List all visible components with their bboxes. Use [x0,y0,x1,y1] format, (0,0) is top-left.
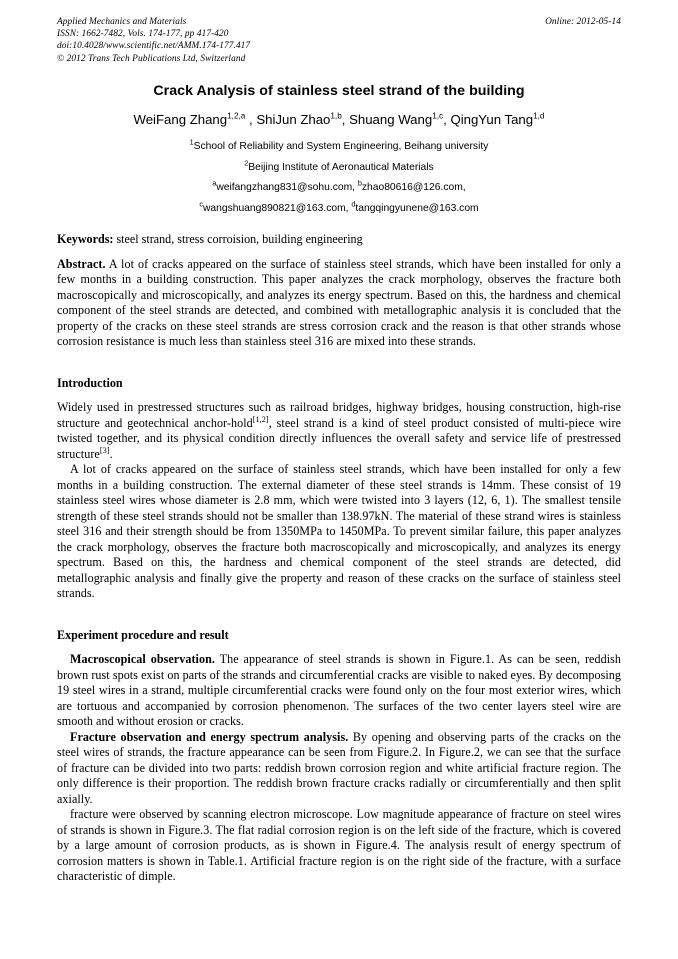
spacer [57,602,621,628]
citation-marker: [3] [99,445,110,455]
affiliation-marker: 2 [244,158,249,168]
email-marker: b [357,178,362,188]
author-entry [134,112,246,127]
affiliation-1 [57,137,621,158]
intro-text-c: . [109,446,113,461]
introduction-paragraph-1 [57,400,621,462]
affiliation-2 [57,158,621,179]
author-name: ShiJun Zhao [256,112,331,127]
author-affil-marker: 1,c [432,111,444,121]
author-separator: , [341,112,350,127]
online-date: Online: 2012-05-14 [545,17,621,27]
journal-header [57,16,621,65]
sem-observation-paragraph: fracture were observed by scanning electron microscope. Low magnitude appearance of fracture on steel wires of strands is shown in Figure.3. The flat radial corrosion region is on the left side of the fracture, which is covered by a large amount of corrosion products, as is shown in Figure.4. The analysis result of energy spectrum of corrosion matters is shown in Table.1. Artificial fracture region is on the right side of the fracture, with a surface characteristic of dimple. [57,807,621,883]
author-affil-marker: 1,d [533,111,545,121]
fracture-observation-text: By opening and observing parts of the cracks on the steel wires of strands, the fracture appearance can be seen from Figure.2. In Figure.2, we can see that the surface of fracture can be divided into two parts: reddish brown corrosion region and white artificial fracture region. The only difference is their proportion. The reddish brown fracture cracks radially or circumferentially and then split axially. [57,729,621,806]
email-line-2 [57,199,621,220]
email-address: tangqingyunene@163.com [355,202,479,214]
author-name: WeiFang Zhang [133,112,228,127]
email-marker: a [212,178,217,188]
email-marker: c [199,199,203,209]
copyright-line: © 2012 Trans Tech Publications Ltd, Switzerland [57,53,246,64]
journal-name: Applied Mechanics and Materials [57,17,187,27]
affiliation-marker: 1 [189,137,194,147]
author-entry [450,112,544,127]
spacer [57,391,621,400]
author-affil-marker: 1,2,a [227,111,246,121]
author-affil-marker: 1,b [330,111,342,121]
keywords-text: steel strand, stress corroision, building engineering [113,232,363,246]
keywords-line [57,232,621,248]
macroscopical-observation-text: The appearance of steel strands is shown in Figure.1. As can be seen, reddish brown rust spots exist on parts of the strands and circumferential cracks are visible to naked eyes. By decomposing 19 steel wires in a strand, multiple circumferential cracks were found only on the four most exterior wires, which are tortuous and accompanied by corrosion phenomenon. The surfaces of the two center layers steel wire are smooth and without erosion or cracks. [57,652,621,728]
citation-marker: [1,2] [252,414,269,424]
section-heading-introduction: Introduction [57,375,123,390]
introduction-paragraph-2: A lot of cracks appeared on the surface of stainless steel strands, which have been installed for only a few months in a building construction. The external diameter of these steel strands is 14mm. These consist of 19 stainless steel wires whose diameter is 2.8 mm, which were twisted into 3 layers (12, 6, 1). The smallest tensile strength of these steel strands should not be smaller than 138.97kN. The material of these strand wires is stainless steel 316 and their strength should be from 1350MPa to 1450MPa. To prevent similar failure, this paper analyzes the crack morphology, observes the fracture both macroscopically and microscopically, and analyzes its energy spectrum. Based on this, the hardness and chemical component of the steel strands are detected, did metallographic analysis and finally give the property and reason of these cracks on the surface of stainless steel strands. [57,462,621,600]
abstract-paragraph [57,257,621,350]
author-list [57,110,621,129]
email-line-1 [57,178,621,199]
author-separator: , [443,112,451,127]
doi-line: doi:10.4028/www.scientific.net/AMM.174-177.417 [57,41,251,52]
abstract-label: Abstract. [57,256,106,271]
email-address: wangshuang890821@163.com, [202,202,352,214]
section-heading-experiment: Experiment procedure and result [57,627,229,642]
keywords-label: Keywords: [57,232,114,246]
spacer [57,643,621,652]
affiliation-text: School of Reliability and System Engineering, Beihang university [193,141,489,152]
fracture-observation-paragraph [57,730,621,808]
journal-header-top-row [57,16,621,28]
intro-text-a: Widely used in prestressed structures such as railroad bridges, highway bridges, housing construction, high-rise structure and geotechnical anchor-hold [57,400,621,430]
email-marker: d [351,199,356,209]
email-address: weifangzhang831@sohu.com, [216,182,358,194]
paper-title: Crack Analysis of stainless steel strand of the building [153,83,525,99]
issn-line: ISSN: 1662-7482, Vols. 174-177, pp 417-420 [57,29,229,40]
intro-text-b: , steel strand is a kind of steel product consisted of multi-piece wire twisted together, and its physical condition directly influences the overall safety and service life of prestressed structure [57,415,621,461]
author-name: Shuang Wang [349,112,433,127]
email-address: zhao80616@126.com, [361,182,466,194]
macroscopical-observation-paragraph [57,652,621,730]
author-name: QingYun Tang [450,112,534,127]
macroscopical-observation-label: Macroscopical observation. [70,652,215,666]
affiliation-block [57,137,621,219]
spacer [57,350,621,376]
author-entry [349,112,443,127]
fracture-observation-label: Fracture observation and energy spectrum analysis. [70,729,349,744]
affiliation-text: Beijing Institute of Aeronautical Materials [248,161,434,173]
author-separator: , [245,112,257,127]
author-entry [256,112,341,127]
body-column [57,232,621,885]
abstract-text: A lot of cracks appeared on the surface of stainless steel strands, which have been installed for only a few months in a building construction. This paper analyzes the crack morphology, observes the fracture both macroscopically and microscopically, and analyzes its energy spectrum. Based on this, the hardness and chemical component of the steel strands are detected, and combined with metallographic analysis it is concluded that the property of the cracks on these steel strands are stress corrosion crack and the reason is that other strands whose corrosion resistance is much less than stainless steel 316 are mixed into these strands. [57,256,621,348]
